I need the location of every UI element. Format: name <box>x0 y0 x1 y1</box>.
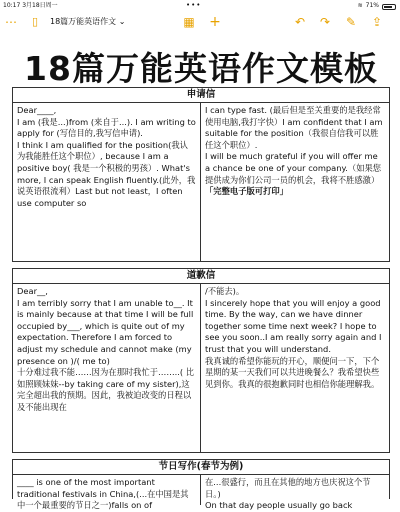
multitask-dots-icon[interactable]: ••• <box>186 1 202 9</box>
status-bar <box>0 0 400 11</box>
document-page <box>12 38 390 511</box>
paragraph: /不能去)。 <box>205 286 245 296</box>
section-left-column <box>13 284 201 452</box>
paragraph: On that day people usually go back <box>205 500 353 511</box>
paragraph: I will be much grateful if you will offer me a chance be one of your company.（如果您提供成为你们公司一员的机会，我将不胜感激） <box>205 151 382 185</box>
page-title: 18篇万能英语作文模板 <box>24 49 378 88</box>
paragraph: I think I am qualified for the position(我认为我能胜任这个职位）, because I am a positive boy( 我是一个积极的男孩）. What's more, I can speak English fluently.(此外，我说英语很流利）Last but not least，I often use computer so <box>17 139 196 208</box>
paragraph: I can type fast. (最后但是至关重要的是我经常使用电脑,我打字快）I am confident that I am suitable for the position（我很自信我可以胜任这个职位）. <box>205 105 383 150</box>
section-heading: 申请信 <box>13 88 389 103</box>
sidebar-toggle-icon[interactable]: ▯ <box>31 15 39 28</box>
share-icon[interactable]: ⇪ <box>371 15 383 29</box>
undo-icon[interactable]: ↶ <box>294 15 306 29</box>
paragraph: 十分难过我不能……因为在那时我忙于……..( 比如照顾妹妹--by taking care of my sister),这完全超出我的预期。因此，我被迫改变的日程以及不能出现在 <box>17 367 195 412</box>
section-application-letter <box>12 87 390 262</box>
document-title[interactable]: 18篇万能英语作文 ⌄ <box>50 17 126 26</box>
paragraph: 「完整电子版可打印」 <box>205 186 288 197</box>
paragraph: I am (我是...)from (来自于...). I am writing to apply for (写信目的,我写信申请). <box>17 116 196 139</box>
battery-percent: 71% <box>365 2 379 9</box>
section-right-column <box>201 284 389 452</box>
paragraph: I sincerely hope that you will enjoy a good time. By the way, can we have dinner together some time next week? I hope to see you soon..I am really sorry again and I trust that you will understand. <box>205 297 382 354</box>
paragraph: Dear____, <box>17 105 57 115</box>
section-heading: 节日写作(春节为例) <box>13 460 389 475</box>
section-apology-letter <box>12 268 390 453</box>
status-right <box>358 0 396 11</box>
battery-icon <box>382 4 396 10</box>
pen-icon[interactable]: ✎ <box>345 15 357 29</box>
paragraph: 我真诚的希望你能玩的开心，顺便问一下，下个星期的某一天我们可以共进晚餐么？我希望快些见到你。我真的很抱歉同时也相信你能理解我。 <box>205 355 380 389</box>
section-heading: 道歉信 <box>13 269 389 284</box>
section-festival-writing <box>12 459 390 511</box>
paragraph: 在...很盛行，而且在其他的地方也庆祝这个节日。) <box>205 477 371 499</box>
status-time: 10:17 3月18日周一 <box>3 2 58 9</box>
paragraph: Dear__, <box>17 286 48 296</box>
more-icon[interactable]: ⋯ <box>5 15 17 29</box>
paragraph: I am terribly sorry that I am unable to__. It is mainly because at that time I will be full occupied by___, which is quite out of my expectation. Therefore I am forced to adjust my schedule and cannot make (my presence on )/( me to) <box>17 297 194 366</box>
wifi-icon: ≋ <box>357 2 363 9</box>
grid-view-icon[interactable]: ▦ <box>183 15 195 29</box>
section-right-column <box>201 103 389 261</box>
section-right-column <box>201 475 389 511</box>
paragraph: ____ is one of the most important traditional festivals in China,(...在中国是其中一个最重要的节日之一)falls on of <box>17 477 189 511</box>
add-icon[interactable]: + <box>209 14 221 30</box>
section-left-column <box>13 475 201 511</box>
section-left-column <box>13 103 201 261</box>
app-toolbar <box>0 11 400 33</box>
redo-icon[interactable]: ↷ <box>319 15 331 29</box>
